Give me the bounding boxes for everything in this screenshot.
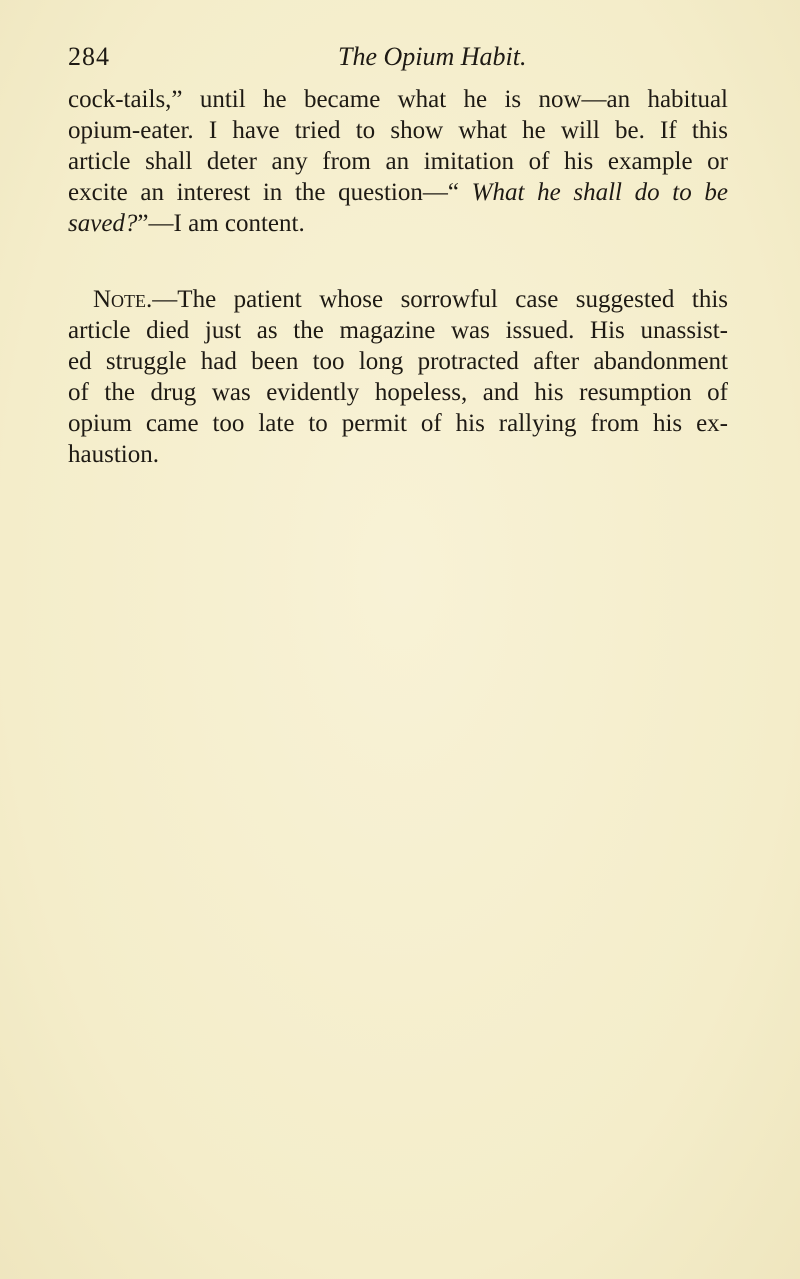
text-line: article shall deter any from an imitation of his example or xyxy=(68,148,728,175)
text-line: cock-tails,” until he became what he is now—an habitual xyxy=(68,86,728,113)
text-line xyxy=(68,208,728,239)
text-segment: —The patient whose sorrowful case suggested this xyxy=(152,286,728,313)
text-line xyxy=(68,177,728,208)
text-line: of the drug was evidently hopeless, and his resumption of xyxy=(68,379,728,406)
continuation-paragraph xyxy=(68,84,728,239)
italic-quote-end: saved? xyxy=(68,210,138,237)
page-number: 284 xyxy=(68,42,110,71)
text-segment: excite an interest in the question—“ xyxy=(68,179,472,206)
text-line xyxy=(68,284,728,315)
text-line: opium came too late to permit of his rallying from his ex- xyxy=(68,410,728,437)
italic-quote: What he shall do to be xyxy=(471,179,729,206)
note-label: Note. xyxy=(93,286,153,313)
note-paragraph xyxy=(68,284,728,470)
text-segment: ”—I am content. xyxy=(137,210,305,237)
text-line: haustion. xyxy=(68,441,159,468)
running-title: The Opium Habit. xyxy=(338,42,527,71)
text-line: article died just as the magazine was issued. His unassist- xyxy=(68,317,728,344)
text-line: ed struggle had been too long protracted after abandonment xyxy=(68,348,728,375)
running-head xyxy=(68,38,718,78)
text-line: opium-eater. I have tried to show what he will be. If this xyxy=(68,117,728,144)
